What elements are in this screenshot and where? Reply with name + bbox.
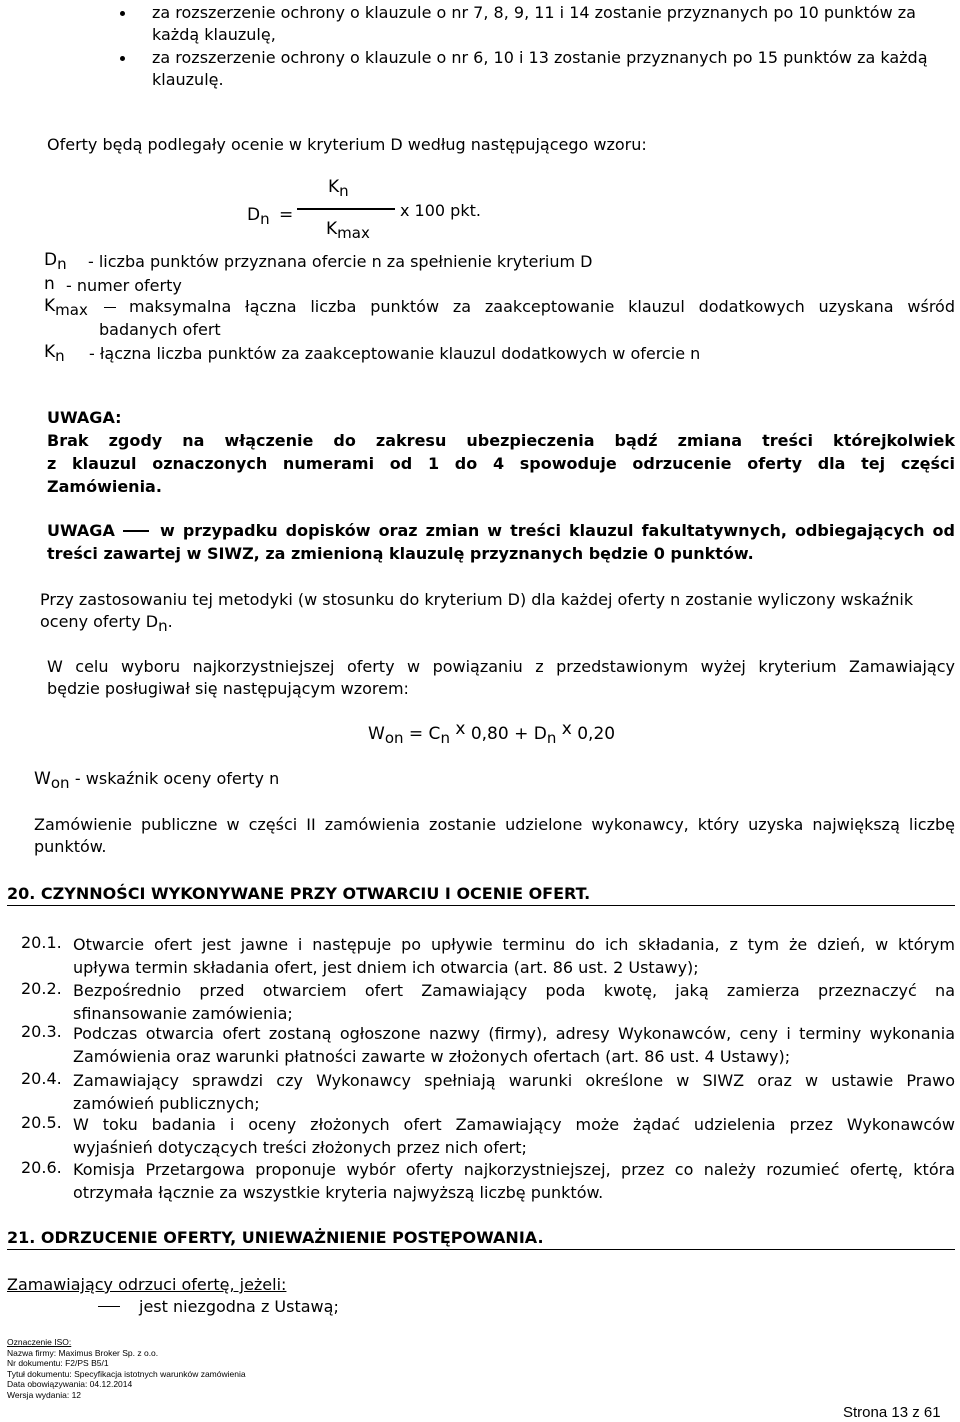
bullet-text: za rozszerzenie ochrony o klauzule o nr 6, 10 i 13 zostanie przyznanych po 15 punktów za każdą — [152, 48, 928, 67]
method-paragraph-cont: oceny oferty Dn. — [40, 612, 173, 635]
item-number: 20.6. — [21, 1158, 62, 1177]
page-number: Strona 13 z 61 — [843, 1404, 941, 1421]
section-heading: 21. ODRZUCENIE OFERTY, UNIEWAŻNIENIE POSTĘPOWANIA. — [7, 1228, 544, 1247]
bullet-icon — [120, 56, 125, 61]
warning-line: Brak zgody na włączenie do zakresu ubezpieczenia bądź zmiana treści którejkolwiek — [47, 431, 955, 450]
footer-meta — [7, 1337, 246, 1400]
legend-symbol: Kmax — [44, 296, 88, 319]
footer-valid-date: Data obowiązywania: 04.12.2014 — [7, 1379, 133, 1389]
legend-text: - numer oferty — [66, 276, 182, 295]
dash-icon — [123, 530, 149, 532]
award-paragraph: Zamówienie publiczne w części II zamówienia zostanie udzielone wykonawcy, który uzyska największą liczbę — [34, 815, 955, 834]
legend-text: - łączna liczba punktów za zaakceptowanie klauzul dodatkowych w ofercie n — [89, 344, 701, 363]
legend-symbol: n — [44, 274, 55, 294]
fraction-bar — [297, 208, 395, 210]
item-text: Bezpośrednio przed otwarciem ofert Zamawiający poda kwotę, jaką zamierza przeznaczyć na — [73, 981, 955, 1000]
item-text: Komisja Przetargowa proponuje wybór oferty najkorzystniejszej, przez co należy rozumieć ofertę, która — [73, 1160, 955, 1179]
item-text-cont: wyjaśnień dotyczących treści złożonych przez nich ofert; — [73, 1138, 527, 1157]
item-text-cont: zamówień publicznych; — [73, 1094, 260, 1113]
dash-icon — [98, 1306, 120, 1307]
item-text: Podczas otwarcia ofert zostaną ogłoszone nazwy (firmy), adresy Wykonawców, ceny i terminy wykonania — [73, 1024, 955, 1043]
item-text: Zamawiający sprawdzi czy Wykonawcy spełniają warunki określone w SIWZ oraz w ustawie Prawo — [73, 1071, 955, 1090]
item-number: 20.3. — [21, 1022, 62, 1041]
legend-text: maksymalna łączna liczba punktów za zaakceptowanie klauzul dodatkowych uzyskana wśród — [129, 297, 955, 316]
item-number: 20.5. — [21, 1113, 62, 1132]
legend-text-cont: badanych ofert — [99, 320, 221, 339]
item-text-cont: Zamówienia oraz warunki płatności zawarte w złożonych ofertach (art. 86 ust. 4 Ustawy); — [73, 1047, 791, 1066]
award-paragraph-cont: punktów. — [34, 837, 107, 856]
heading-rule — [7, 905, 955, 906]
warning-line: w przypadku dopisków oraz zmian w treści klauzul fakultatywnych, odbiegających od — [160, 521, 955, 540]
warning-line: z klauzul oznaczonych numerami od 1 do 4 spowoduje odrzucenie oferty dla tej części — [47, 454, 955, 473]
choice-paragraph-cont: będzie posługiwał się następującym wzorem: — [47, 679, 409, 698]
criterion-intro: Oferty będą podlegały ocenie w kryterium D według następującego wzoru: — [47, 135, 647, 154]
footer-iso-label: Oznaczenie ISO: — [7, 1337, 72, 1347]
formula-denominator: Kmax — [326, 219, 370, 242]
item-text: Otwarcie ofert jest jawne i następuje po upływie terminu do ich składania, z tym że dzień, w którym — [73, 935, 955, 954]
bullet-icon — [120, 11, 125, 16]
bullet-text: za rozszerzenie ochrony o klauzule o nr 7, 8, 9, 11 i 14 zostanie przyznanych po 10 punktów za — [152, 3, 916, 22]
item-text-cont: upływa termin składania ofert, jest dniem ich otwarcia (art. 86 ust. 2 Ustawy); — [73, 958, 699, 977]
warning-lead: UWAGA — [47, 521, 115, 540]
heading-rule — [7, 1249, 955, 1250]
item-number: 20.1. — [21, 933, 62, 952]
bullet-text-cont: każdą klauzulę, — [152, 25, 276, 44]
method-paragraph: Przy zastosowaniu tej metodyki (w stosunku do kryterium D) dla każdej oferty n zostanie wyliczony wskaźnik — [40, 590, 914, 609]
bullet-text-cont: klauzulę. — [152, 70, 224, 89]
item-number: 20.2. — [21, 979, 62, 998]
formula-lhs: Dn = — [247, 205, 294, 228]
won-legend: Won - wskaźnik oceny oferty n — [34, 769, 280, 792]
footer-version: Wersja wydania: 12 — [7, 1389, 82, 1400]
item-text-cont: otrzymała łącznie za wszystkie kryteria najwyższą liczbę punktów. — [73, 1183, 604, 1202]
legend-text: - liczba punktów przyznana ofercie n za spełnienie kryterium D — [88, 252, 593, 271]
section-heading: 20. CZYNNOŚCI WYKONYWANE PRZY OTWARCIU I OCENIE OFERT. — [7, 884, 591, 903]
warning-line: treści zawartej w SIWZ, za zmienioną klauzulę przyznanych będzie 0 punktów. — [47, 544, 754, 563]
warning-line: Zamówienia. — [47, 477, 162, 496]
footer-company: Nazwa firmy: Maximus Broker Sp. z o.o. — [7, 1347, 159, 1358]
warning-heading: UWAGA: — [47, 408, 122, 427]
footer-doc-number: Nr dokumentu: F2/PS B5/1 — [7, 1358, 109, 1368]
choice-paragraph: W celu wyboru najkorzystniejszej oferty w powiązaniu z przedstawionym wyżej kryterium Zamawiający — [47, 657, 955, 676]
formula-numerator: Kn — [328, 177, 349, 200]
footer-doc-title: Tytuł dokumentu: Specyfikacja istotnych warunków zamówienia — [7, 1368, 246, 1379]
dash-icon — [104, 307, 116, 308]
list-item: jest niezgodna z Ustawą; — [139, 1297, 339, 1316]
legend-symbol: Kn — [44, 342, 65, 365]
legend-symbol: Dn — [44, 250, 67, 273]
item-number: 20.4. — [21, 1069, 62, 1088]
section-21-intro: Zamawiający odrzuci ofertę, jeżeli: — [7, 1275, 287, 1294]
formula-multiplier: x 100 pkt. — [400, 201, 481, 220]
selection-formula: Won = Cn x 0,80 + Dn x 0,20 — [368, 719, 616, 747]
item-text: W toku badania i oceny złożonych ofert Zamawiający może żądać udzielenia przez Wykonawców — [73, 1115, 955, 1134]
item-text-cont: sfinansowanie zamówienia; — [73, 1004, 293, 1023]
